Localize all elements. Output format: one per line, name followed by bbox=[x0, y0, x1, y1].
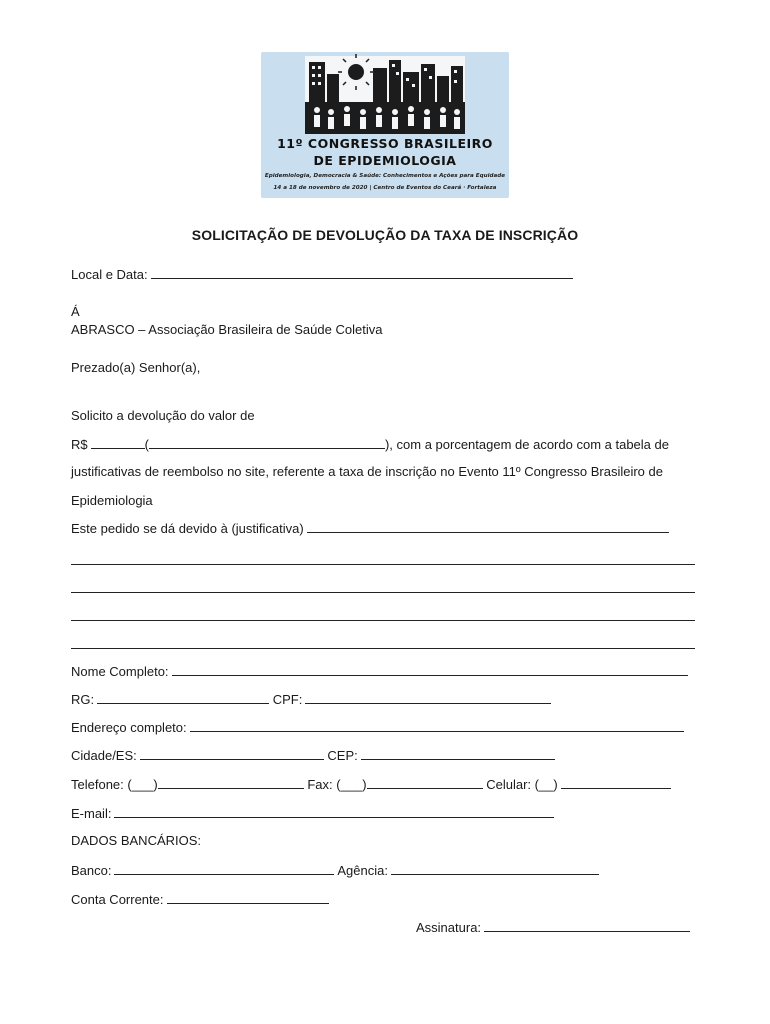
mobile-field[interactable] bbox=[561, 776, 671, 789]
account-label: Conta Corrente: bbox=[71, 892, 164, 907]
reason-label: Este pedido se dá devido à (justificativa) bbox=[71, 521, 304, 536]
value-row bbox=[71, 436, 669, 453]
signature-row bbox=[416, 919, 690, 936]
documents-row bbox=[71, 691, 551, 708]
bank-row bbox=[71, 862, 599, 879]
email-field[interactable] bbox=[114, 805, 554, 818]
phone-label: Telefone: (___) bbox=[71, 777, 158, 792]
phone-field[interactable] bbox=[158, 776, 304, 789]
agency-label: Agência: bbox=[337, 863, 388, 878]
cep-field[interactable] bbox=[361, 747, 555, 760]
request-line-3: Epidemiologia bbox=[71, 493, 153, 508]
rg-label: RG: bbox=[71, 692, 95, 707]
reason-line-1[interactable] bbox=[71, 564, 695, 565]
full-name-label: Nome Completo: bbox=[71, 664, 169, 679]
full-name-row bbox=[71, 663, 688, 680]
bank-field[interactable] bbox=[114, 862, 334, 875]
request-line-2: justificativas de reembolso no site, referente a taxa de inscrição no Evento 11º Congresso Brasileiro de bbox=[71, 464, 663, 479]
cpf-field[interactable] bbox=[305, 691, 551, 704]
request-intro: Solicito a devolução do valor de bbox=[71, 408, 255, 423]
address-label: Endereço completo: bbox=[71, 720, 187, 735]
value-words-field[interactable] bbox=[149, 436, 385, 449]
address-row bbox=[71, 719, 684, 736]
value-suffix: ), com a porcentagem de acordo com a tabela de bbox=[384, 437, 669, 452]
cep-label: CEP: bbox=[327, 748, 358, 763]
mobile-label: Celular: (__) bbox=[486, 777, 558, 792]
city-field[interactable] bbox=[140, 747, 324, 760]
value-number-field[interactable] bbox=[91, 436, 145, 449]
reason-line-2[interactable] bbox=[71, 592, 695, 593]
reason-line-3[interactable] bbox=[71, 620, 695, 621]
email-label: E-mail: bbox=[71, 806, 112, 821]
agency-field[interactable] bbox=[391, 862, 599, 875]
bank-label: Banco: bbox=[71, 863, 112, 878]
addressee-name: ABRASCO – Associação Brasileira de Saúde Coletiva bbox=[71, 322, 383, 337]
reason-row bbox=[71, 520, 669, 537]
bank-section-heading: DADOS BANCÁRIOS: bbox=[71, 833, 202, 848]
addressee-to: Á bbox=[71, 304, 80, 319]
value-currency-label: R$ bbox=[71, 437, 88, 452]
phones-row bbox=[71, 776, 671, 793]
fax-field[interactable] bbox=[367, 776, 483, 789]
email-row bbox=[71, 805, 554, 822]
signature-label: Assinatura: bbox=[416, 920, 482, 935]
logo-tagline: Epidemiologia, Democracia & Saúde: Conhecimentos e Ações para Equidade bbox=[264, 173, 506, 179]
logo-title-line2: DE EPIDEMIOLOGIA bbox=[313, 153, 457, 168]
rg-field[interactable] bbox=[97, 691, 269, 704]
congress-logo bbox=[261, 52, 509, 198]
greeting: Prezado(a) Senhor(a), bbox=[71, 360, 201, 375]
local-data-label: Local e Data: bbox=[71, 267, 148, 282]
account-field[interactable] bbox=[167, 891, 329, 904]
city-label: Cidade/ES: bbox=[71, 748, 137, 763]
address-field[interactable] bbox=[190, 719, 684, 732]
value-open-paren: ( bbox=[144, 437, 149, 452]
logo-title-line1: 11º CONGRESSO BRASILEIRO bbox=[277, 136, 493, 151]
reason-line-4[interactable] bbox=[71, 648, 695, 649]
fax-label: Fax: (___) bbox=[307, 777, 367, 792]
signature-field[interactable] bbox=[484, 919, 690, 932]
logo-dates: 14 a 18 de novembro de 2020 | Centro de Eventos do Ceará · Fortaleza bbox=[273, 185, 497, 191]
full-name-field[interactable] bbox=[172, 663, 688, 676]
local-data-row bbox=[71, 266, 573, 283]
account-row bbox=[71, 891, 329, 908]
reason-field[interactable] bbox=[307, 520, 669, 533]
cpf-label: CPF: bbox=[272, 692, 303, 707]
form-title: SOLICITAÇÃO DE DEVOLUÇÃO DA TAXA DE INSCRIÇÃO bbox=[191, 227, 579, 243]
local-data-field[interactable] bbox=[151, 266, 573, 279]
city-row bbox=[71, 747, 555, 764]
